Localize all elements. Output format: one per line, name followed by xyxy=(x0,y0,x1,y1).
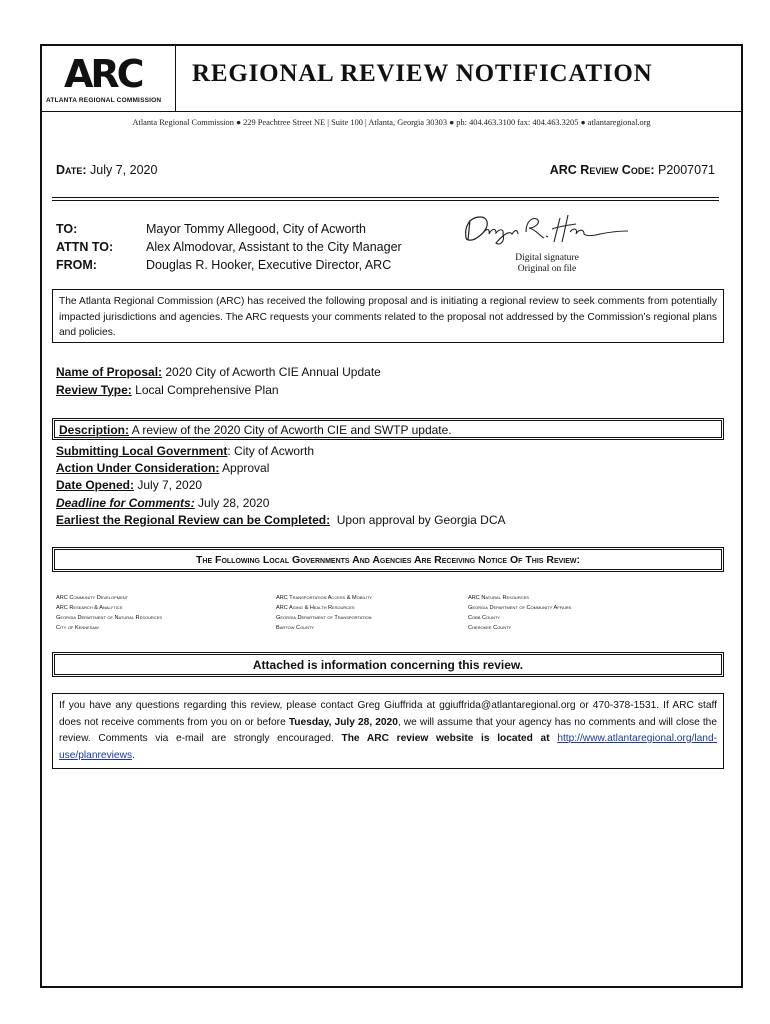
to-label: TO: xyxy=(56,222,78,236)
date-label: Date: xyxy=(56,163,87,177)
header xyxy=(42,46,741,112)
plan-reviews-link[interactable]: http://www.atlantaregional.org/land-use/planreviews xyxy=(59,733,718,761)
description-label: Description: xyxy=(59,423,130,437)
attn-row xyxy=(56,238,402,256)
document-frame xyxy=(40,44,743,988)
contact-website-label: The ARC review website is located at xyxy=(341,733,550,744)
logo-text: ATLANTA REGIONAL COMMISSION xyxy=(46,97,162,104)
proposal-block xyxy=(56,364,381,399)
handwritten-signature xyxy=(460,212,632,248)
contact-text-1: If you have any questions regarding this review, please contact Greg Giuffrida at ggiuffrida@atlantaregional.org or 470-378-1531. If ARC staff does not receive comments from you on or before xyxy=(59,700,717,728)
agency-item: ARC Transportation Access & Mobility xyxy=(276,595,373,601)
from-label: FROM: xyxy=(56,258,97,272)
agency-column-3 xyxy=(468,593,571,633)
agency-item: Georgia Department of Community Affairs xyxy=(468,605,572,611)
agency-item: Georgia Department of Natural Resources xyxy=(56,615,163,621)
review-code-label: ARC Review Code: xyxy=(549,163,655,177)
action-value: Approval xyxy=(219,461,270,476)
proposal-name-row xyxy=(56,364,381,382)
deadline-row xyxy=(56,495,506,512)
submitting-government-label: Submitting Local Government xyxy=(56,444,228,458)
earliest-completion-row xyxy=(56,512,506,529)
signature-caption-line-2: Original on file xyxy=(517,264,577,274)
attached-info-banner: Attached is information concerning this review. xyxy=(52,652,724,677)
proposal-name-value: 2020 City of Acworth CIE Annual Update xyxy=(162,365,381,379)
agency-item: Cherokee County xyxy=(468,625,512,631)
notice-heading: The Following Local Governments And Agencies Are Receiving Notice Of This Review: xyxy=(52,547,724,572)
agency-item: ARC Aging & Health Resources xyxy=(276,605,355,611)
agency-item: Bartow County xyxy=(276,625,315,631)
review-code-value: P2007071 xyxy=(657,163,715,177)
description-value: A review of the 2020 City of Acworth CIE and SWTP update. xyxy=(129,423,452,437)
review-type-row xyxy=(56,382,381,400)
attn-label: ATTN TO: xyxy=(56,240,114,254)
contact-deadline: Tuesday, July 28, 2020 xyxy=(288,716,398,728)
agency-item: ARC Community Development xyxy=(56,595,129,601)
earliest-completion-label: Earliest the Regional Review can be Completed: xyxy=(56,512,331,527)
date-value: July 7, 2020 xyxy=(90,163,158,177)
description-box xyxy=(52,418,724,440)
details-block xyxy=(56,443,506,529)
addressing-block xyxy=(56,220,402,274)
review-code-row xyxy=(550,163,715,177)
divider xyxy=(52,197,719,201)
address-line: Atlanta Regional Commission ● 229 Peachtree Street NE | Suite 100 | Atlanta, Georgia 30303 ● ph: 404.463.3100 fax: 404.463.3205 ● atlantaregional.org xyxy=(132,118,651,127)
page-title: REGIONAL REVIEW NOTIFICATION xyxy=(192,60,653,87)
to-row xyxy=(56,220,402,238)
earliest-completion-value: Upon approval by Georgia DCA xyxy=(330,512,506,527)
action-row xyxy=(56,460,506,477)
submitting-government-row xyxy=(56,443,506,460)
intro-paragraph: The Atlanta Regional Commission (ARC) has received the following proposal and is initiating a regional review to seek comments from potentially impacted jurisdictions and agencies. The ARC requests your comments related to the proposal not addressed by the Commission’s regional plans and policies. xyxy=(52,289,724,343)
date-opened-label: Date Opened: xyxy=(56,478,135,493)
agency-column-2 xyxy=(276,593,372,633)
date-row xyxy=(56,163,157,177)
review-type-value: Local Comprehensive Plan xyxy=(131,382,279,397)
signature-caption xyxy=(487,253,607,275)
review-type-label: Review Type: xyxy=(56,382,132,397)
deadline-label: Deadline for Comments: xyxy=(56,495,195,510)
contact-paragraph xyxy=(52,693,724,769)
date-opened-row xyxy=(56,477,506,494)
date-opened-value: July 7, 2020 xyxy=(134,478,203,493)
contact-end: . xyxy=(132,749,135,761)
from-row xyxy=(56,256,402,274)
attn-value: Alex Almodovar, Assistant to the City Manager xyxy=(146,240,402,254)
agency-column-1 xyxy=(56,593,162,633)
signature-caption-line-1: Digital signature xyxy=(515,253,579,263)
to-value: Mayor Tommy Allegood, City of Acworth xyxy=(146,222,366,236)
deadline-value: July 28, 2020 xyxy=(194,495,270,510)
agency-item: Cobb County xyxy=(468,615,501,621)
agency-item: City of Kennesaw xyxy=(56,625,99,631)
logo-mark: ARC xyxy=(64,52,142,96)
agency-item: ARC Natural Resources xyxy=(468,595,529,601)
agency-item: Georgia Department of Transportation xyxy=(276,615,372,621)
proposal-name-label: Name of Proposal: xyxy=(56,365,163,379)
contact-text-2: , we will assume that your agency has no comments and will close the review. Comments via e-mail are strongly encouraged. xyxy=(59,716,717,744)
arc-logo xyxy=(42,46,176,112)
action-label: Action Under Consideration: xyxy=(56,461,220,476)
from-value: Douglas R. Hooker, Executive Director, ARC xyxy=(146,258,392,272)
submitting-government-value: : City of Acworth xyxy=(227,444,315,458)
agency-item: ARC Research & Analytics xyxy=(56,605,123,611)
